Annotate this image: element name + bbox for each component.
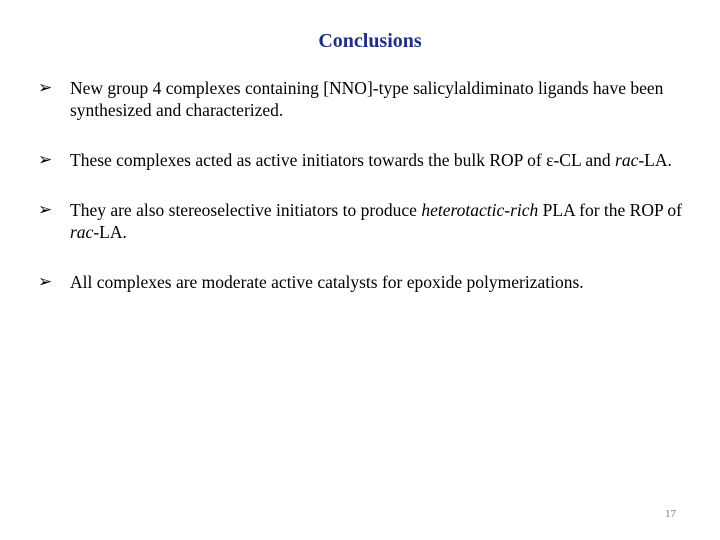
bullet-text-run: All complexes are moderate active catalysts for epoxide polymerizations.: [70, 272, 584, 292]
page-number: 17: [665, 508, 676, 520]
arrow-bullet-icon: ➢: [38, 200, 53, 220]
bullet-text-run: These complexes acted as active initiators towards the bulk ROP of ε-CL and: [70, 150, 616, 170]
bullet-item: [38, 77, 688, 121]
bullet-text-italic: rac: [615, 150, 639, 170]
bullet-item: [38, 149, 688, 171]
bullet-text-italic: rac: [70, 222, 94, 242]
bullet-text: [70, 200, 682, 242]
bullet-text-run: New group 4 complexes containing [NNO]-type salicylaldiminato ligands have been synthesized and characterized.: [70, 78, 664, 120]
bullet-text-run: -LA.: [93, 222, 127, 242]
bullet-list: [38, 77, 688, 293]
bullet-item: [38, 271, 688, 293]
bullet-text: [70, 78, 663, 120]
bullet-text: [70, 272, 584, 292]
slide-title: Conclusions: [318, 30, 422, 52]
arrow-bullet-icon: ➢: [38, 272, 53, 292]
bullet-text-run: PLA for the ROP of: [538, 200, 683, 220]
arrow-bullet-icon: ➢: [38, 150, 53, 170]
arrow-bullet-icon: ➢: [38, 78, 53, 98]
bullet-text: [70, 150, 672, 170]
bullet-text-run: They are also stereoselective initiators to produce: [70, 200, 422, 220]
bullet-text-run: -LA.: [638, 150, 672, 170]
bullet-item: [38, 199, 688, 243]
bullet-text-italic: heterotactic-rich: [421, 200, 539, 220]
